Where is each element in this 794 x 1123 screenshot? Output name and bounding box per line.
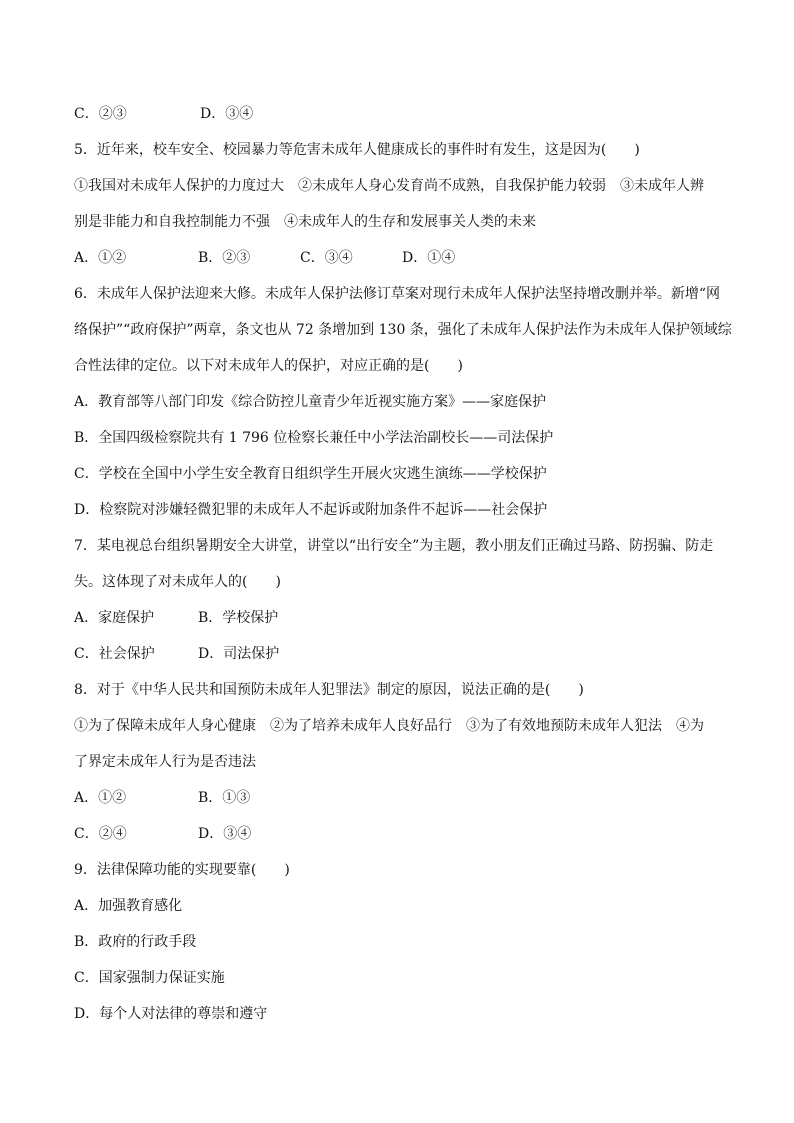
q6-stem-line-3: 合性法律的定位。以下对未成年人的保护，对应正确的是( ) bbox=[74, 358, 463, 374]
q5-items-line-1: ①我国对未成年人保护的力度过大 ②未成年人身心发育尚不成熟，自我保护能力较弱 ③未成年人辨 bbox=[74, 178, 704, 194]
q6-stem-line-2: 络保护”“政府保护”两章，条文也从 72 条增加到 130 条，强化了未成年人保护法作为未成年人保护领域综 bbox=[74, 322, 732, 338]
q8-items-line-1: ①为了保障未成年人身心健康 ②为了培养未成年人良好品行 ③为了有效地预防未成年人犯法 ④为 bbox=[74, 718, 704, 734]
q5-stem: 5．近年来，校车安全、校园暴力等危害未成年人健康成长的事件时有发生，这是因为( ) bbox=[74, 142, 640, 158]
q8-options-row-2 bbox=[74, 824, 251, 844]
q7-option-c: C．社会保护 bbox=[74, 646, 155, 662]
q9-option-d: D．每个人对法律的尊崇和遵守 bbox=[74, 1006, 268, 1022]
q8-items-line-2: 了界定未成年人行为是否违法 bbox=[74, 754, 256, 770]
q7-options-row-1 bbox=[74, 608, 278, 628]
q9-option-a: A．加强教育感化 bbox=[74, 898, 183, 914]
q5-option-b: B．②③ bbox=[198, 250, 251, 266]
q7-stem-line-1: 7．某电视总台组织暑期安全大讲堂，讲堂以“出行安全”为主题，教小朋友们正确过马路、防拐骗、防走 bbox=[74, 538, 714, 554]
q7-option-b: B．学校保护 bbox=[198, 610, 279, 626]
q5-options-row bbox=[74, 248, 455, 268]
q4-options-row-2 bbox=[74, 104, 253, 124]
q6-option-d: D．检察院对涉嫌轻微犯罪的未成年人不起诉或附加条件不起诉——社会保护 bbox=[74, 502, 548, 518]
q7-options-row-2 bbox=[74, 644, 279, 664]
q8-stem: 8．对于《中华人民共和国预防未成年人犯罪法》制定的原因，说法正确的是( ) bbox=[74, 682, 584, 698]
q6-option-c: C．学校在全国中小学生安全教育日组织学生开展火灾逃生演练——学校保护 bbox=[74, 466, 547, 482]
q7-option-a: A．家庭保护 bbox=[74, 610, 155, 626]
q6-stem-line-1: 6．未成年人保护法迎来大修。未成年人保护法修订草案对现行未成年人保护法坚持增改删并举。新增“网 bbox=[74, 286, 721, 302]
q8-options-row-1 bbox=[74, 788, 250, 808]
q8-option-c: C．②④ bbox=[74, 826, 127, 842]
q5-option-c: C．③④ bbox=[300, 250, 353, 266]
q8-option-d: D．③④ bbox=[198, 826, 252, 842]
q8-option-b: B．①③ bbox=[198, 790, 251, 806]
q8-option-a: A．①② bbox=[74, 790, 127, 806]
q7-stem-line-2: 失。这体现了对未成年人的( ) bbox=[74, 574, 281, 590]
q5-items-line-2: 别是非能力和自我控制能力不强 ④未成年人的生存和发展事关人类的未来 bbox=[74, 214, 536, 230]
q9-stem: 9．法律保障功能的实现要靠( ) bbox=[74, 862, 290, 878]
q5-option-d: D．①④ bbox=[402, 250, 456, 266]
q7-option-d: D．司法保护 bbox=[198, 646, 280, 662]
q9-option-b: B．政府的行政手段 bbox=[74, 934, 197, 950]
q9-option-c: C．国家强制力保证实施 bbox=[74, 970, 225, 986]
q4-option-d: D．③④ bbox=[200, 106, 254, 122]
q6-option-a: A．教育部等八部门印发《综合防控儿童青少年近视实施方案》——家庭保护 bbox=[74, 394, 547, 410]
q4-option-c: C．②③ bbox=[74, 106, 127, 122]
q6-option-b: B．全国四级检察院共有 1 796 位检察长兼任中小学法治副校长——司法保护 bbox=[74, 430, 554, 446]
q5-option-a: A．①② bbox=[74, 250, 127, 266]
